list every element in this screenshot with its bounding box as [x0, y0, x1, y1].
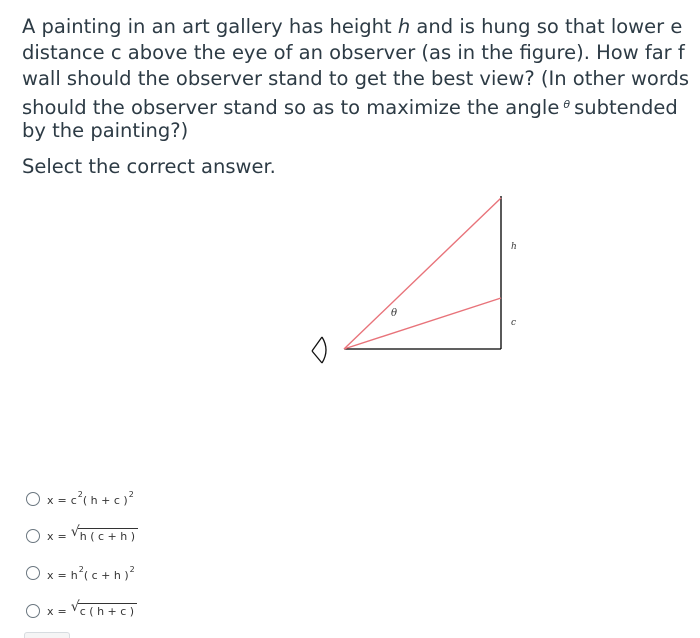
option-3-formula: $x = h^2$( c + h )$^2$ [47, 564, 135, 582]
option-2-radio[interactable] [26, 529, 40, 543]
gallery-figure [272, 188, 544, 460]
option-4-formula: x = √ c ( h + c ) [47, 603, 137, 618]
theta-symbol: θ [563, 98, 571, 111]
option-4[interactable] [26, 592, 138, 629]
variable-h: h [397, 15, 411, 38]
question-line-2: distance c above the eye of an observer (as in the figure). How far f [22, 41, 685, 64]
sight-line-bottom [344, 298, 501, 349]
label-h: h [511, 242, 517, 252]
question-line-1: A painting in an art gallery has height h and is hung so that lower e [22, 15, 683, 38]
question-line-4: should the observer stand so as to maximize the angle $^\theta$ subtended [22, 96, 678, 119]
option-1-formula: $x = c^2$( h + c )$^2$ [47, 490, 134, 508]
figure-svg [272, 188, 544, 460]
sight-line-top [344, 198, 501, 349]
question-line-3: wall should the observer stand to get the best view? (In other words [22, 67, 690, 90]
option-1-radio[interactable] [26, 492, 40, 506]
option-2-formula: x = √ h ( c + h ) [47, 528, 138, 543]
answer-prompt: Select the correct answer. [22, 155, 276, 178]
eye-icon [312, 337, 326, 363]
question-line-5: by the painting?) [22, 119, 189, 142]
option-3[interactable] [26, 555, 138, 592]
option-1[interactable] [26, 480, 138, 517]
answer-options [26, 480, 138, 629]
label-c: c [511, 318, 517, 328]
option-2[interactable] [26, 517, 138, 554]
bottom-tab[interactable] [24, 632, 70, 638]
question-text [22, 14, 700, 144]
sqrt-symbol: √ h ( c + h ) [71, 528, 138, 543]
option-3-radio[interactable] [26, 566, 40, 580]
option-4-radio[interactable] [26, 604, 40, 618]
label-theta: θ [391, 308, 398, 319]
sqrt-symbol: √ c ( h + c ) [71, 603, 137, 618]
